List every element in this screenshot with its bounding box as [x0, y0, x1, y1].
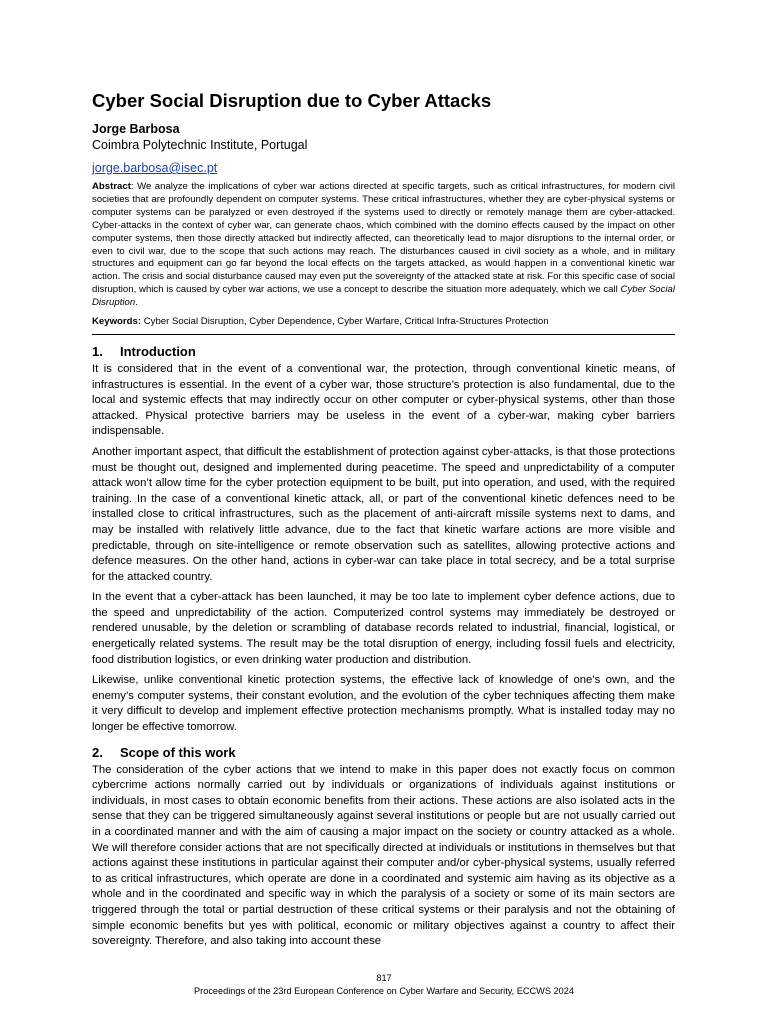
proceedings-footer: Proceedings of the 23rd European Conference on Cyber Warfare and Security, ECCWS 2024	[194, 986, 574, 996]
abstract	[92, 181, 675, 310]
body-paragraph: It is considered that in the event of a conventional war, the protection, through conventional kinetic means, of infrastructures is essential. In the event of a cyber war, those structure’s protection is also fundamental, due to the local and systemic effects that may indirectly occur on other computer or cyber-physical systems, other than those attacked. Physical protective barriers may be useless in the event of a cyber-war, making cyber barriers indispensable.	[92, 362, 675, 438]
keywords-label: Keywords:	[92, 316, 142, 328]
section-title: Introduction	[120, 343, 196, 359]
section-heading-introduction	[92, 344, 675, 360]
body-paragraph: Another important aspect, that difficult the establishment of protection against cyber-attacks, is that those protections must be thought out, designed and implemented during peacetime. The speed and unpredictability of a computer attack won’t allow time for the cyber protection equipment to be built, put into operation, and used, with the required training. In the case of a conventional kinetic attack, all, or part of the conventional kinetic defences need to be installed close to critical infrastructures, such as the placement of anti-aircraft missile systems next to dams, and may be installed with relatively little advance, due to the fact that kinetic warfare actions are more visible and predictable, through on site-intelligence or remote observation such as satellites, allowing protective actions and defence measures. On the other hand, actions in cyber-war can take place in total secrecy, and be a total surprise for the attacked country.	[92, 445, 675, 583]
abstract-text: : We analyze the implications of cyber war actions directed at specific targets, such as critical infrastructures, for modern civil societies that are profoundly dependent on computer systems. These critical infrastructures, whether they are cyber-physical systems or computer systems can be paralyzed or even destroyed if the systems used to directly or remotely manage them are cyber-attacked. Cyber-attacks in the context of cyber war, can generate chaos, which combined with the domino effects caused by the impact on other computer systems, then those directly attacked but indirectly affected, can theoretically lead to major disruptions to the internal order, or even to civil war, due to the scope that such actions may reach. The disturbances caused in civil society as a whole, and in military structures and equipment can go far beyond the local effects on the targets attacked, as would happen in a conventional kinetic war action. The crisis and social disturbance caused may even put the sovereignty of the attacked state at risk. For this specific case of social disruption, which is caused by cyber war actions, we use a concept to describe the situation more adequately, which we call	[92, 181, 675, 296]
section-title: Scope of this work	[120, 744, 236, 760]
paper-title: Cyber Social Disruption due to Cyber Attacks	[92, 90, 492, 111]
abstract-term: Cyber Social Disruption	[92, 284, 676, 309]
body-paragraph: The consideration of the cyber actions that we intend to make in this paper does not exactly focus on common cybercrime actions normally carried out by individuals or organizations of individuals against institutions or individuals, in most cases to obtain economic benefits from their actions. These actions are also isolated acts in the sense that they can be triggered simultaneously against several institutions or people but are not usually carried out in a coordinated manner and with the aim of causing a major impact on the society or country attacked as a whole. We will therefore consider actions that are not specifically directed at individuals or institutions in themselves but that actions against these institutions in particular against their computer and/or cyber-physical systems, usually referred to as critical infrastructures, which operate are done in a coordinated and systemic aim having as its objective as a whole and in the coordinated and specific way in which the paralysis of a society or some of its main sectors are triggered through the total or partial destruction of these critical systems or their paralysis and not the obtaining of simple economic benefits but yes with political, economic or military objectives against a country to affect their sovereignty. Therefore, and also taking into account these	[92, 763, 675, 948]
author-email-link[interactable]: jorge.barbosa@isec.pt	[92, 161, 218, 175]
abstract-end: .	[135, 297, 138, 309]
keywords	[92, 316, 675, 335]
body-paragraph: Likewise, unlike conventional kinetic protection systems, the effective lack of knowledge of one’s own, and the enemy’s computer systems, their constant evolution, and the evolution of the cyber techniques affecting them make it very difficult to develop and implement effective protection mechanisms promptly. What is installed today may no longer be effective tomorrow.	[92, 674, 675, 734]
abstract-label: Abstract	[92, 181, 131, 192]
author-name: Jorge Barbosa	[92, 122, 180, 136]
section-number: 1.	[92, 343, 103, 359]
page-number: 817	[376, 973, 392, 983]
keywords-text: Cyber Social Disruption, Cyber Dependence, Cyber Warfare, Critical Infra-Structures Protection	[141, 316, 549, 328]
author-affiliation: Coimbra Polytechnic Institute, Portugal	[92, 138, 308, 152]
section-number: 2.	[92, 744, 103, 760]
body-paragraph: In the event that a cyber-attack has been launched, it may be too late to implement cyber defence actions, due to the speed and unpredictability of the action. Computerized control systems may immediately be destroyed or rendered unusable, by the deletion or scrambling of database records related to industrial, financial, logistical, or energetically related systems. The result may be the total disruption of energy, including fossil fuels and electricity, food distribution logistics, or even drinking water production and distribution.	[92, 591, 675, 666]
paper-page	[92, 90, 675, 955]
section-heading-scope	[92, 745, 675, 761]
